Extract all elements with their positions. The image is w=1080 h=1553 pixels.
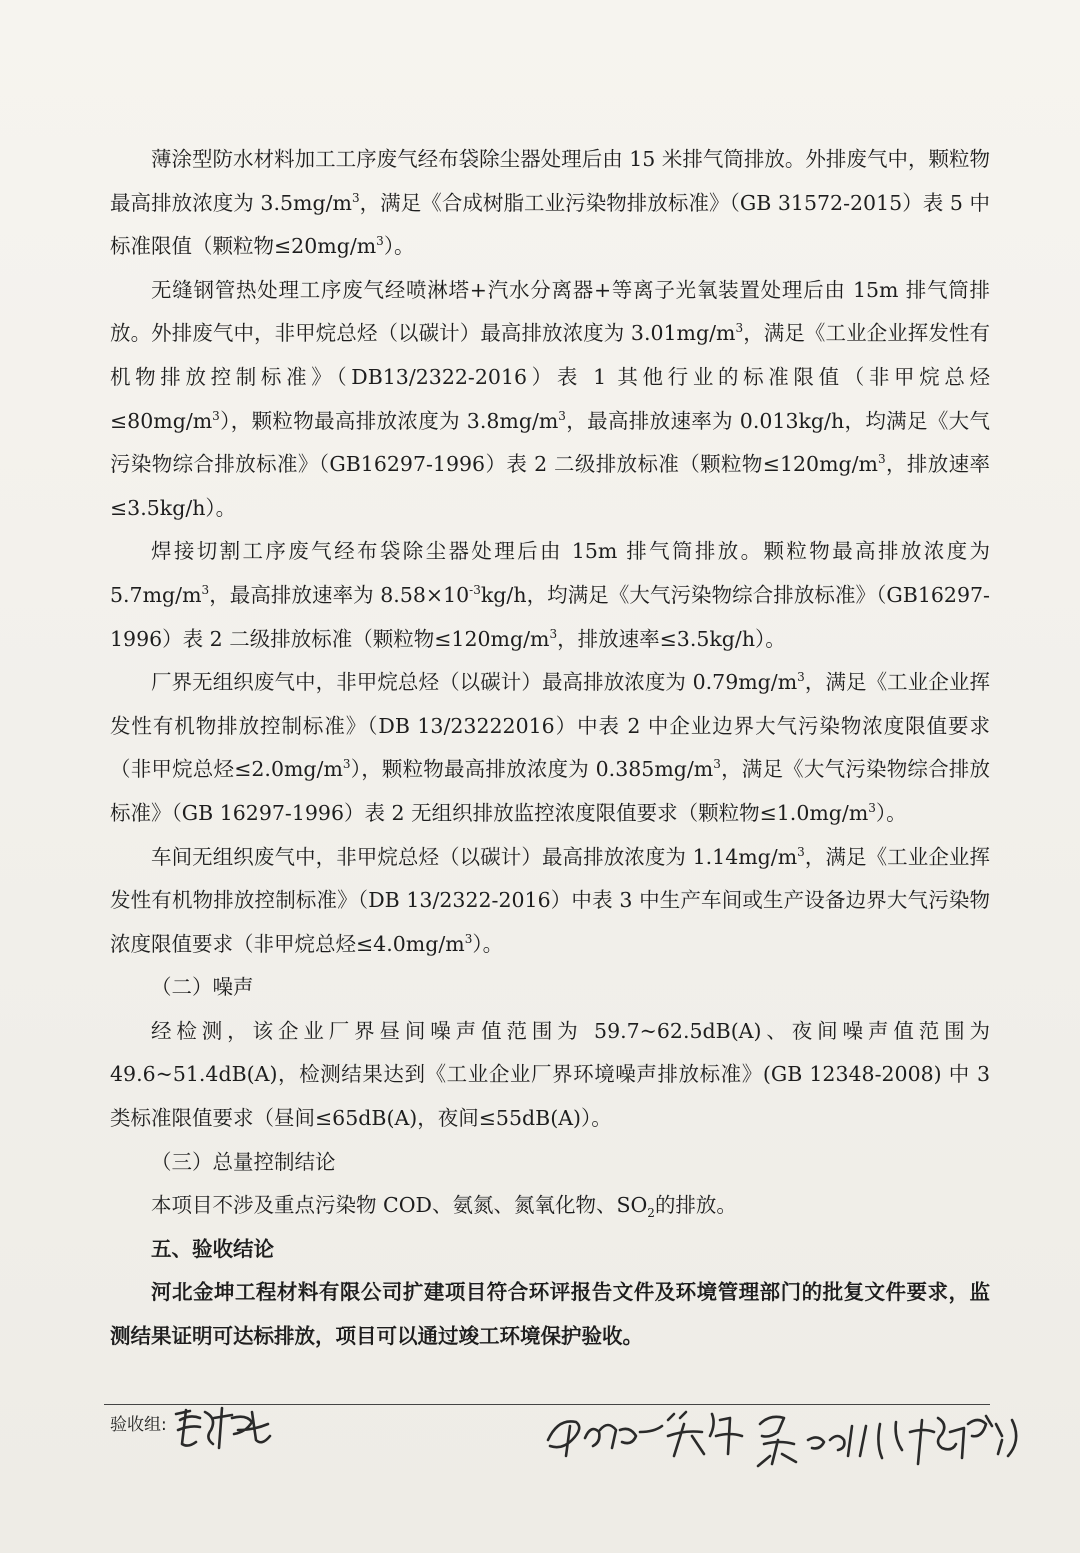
signature-3 <box>668 1412 742 1456</box>
heading-acceptance-conclusion: 五、验收结论 <box>151 1236 274 1261</box>
signature-divider <box>104 1404 990 1405</box>
paragraph-steel-pipe-heat-treatment: 无缝钢管热处理工序废气经喷淋塔+汽水分离器+等离子光氧装置处理后由 15m 排气筒排放。外排废气中，非甲烷总烃（以碳计）最高排放浓度为 $3.01mg/m^3$，满足《工业企业挥发性有机物排放控制标准》（DB13/2322-2016）表 1 其他行业的标准限值（非甲烷总烃$\le 80mg/m^3$），颗粒物最高排放浓度为 $3.8mg/m^3$，最高排放速率为 0.013kg/h，均满足《大气污染物综合排放标准》（GB16297-1996）表 2 二级排放标准（颗粒物$\le 120mg/m^3$，排放速率≤3.5kg/h）。 <box>110 277 991 520</box>
paragraph-acceptance-conclusion: 河北金坤工程材料有限公司扩建项目符合环评报告文件及环境管理部门的批复文件要求，监测结果证明可达标排放，项目可以通过竣工环境保护验收。 <box>110 1280 990 1349</box>
signature-5 <box>910 1416 1016 1464</box>
paragraph-total-control: 本项目不涉及重点污染物 COD、氨氮、氮氧化物、$SO_2$的排放。 <box>151 1193 737 1221</box>
paragraph-welding-cutting: 焊接切割工序废气经布袋除尘器处理后由 15m 排气筒排放。颗粒物最高排放浓度为 $5.7mg/m^3$，最高排放速率为 $8.58\times 10^{-3}kg/h$，均满足《大气污染物综合排放标准》（GB16297-1996）表 2 二级排放标准（颗粒物$\le 120mg/m^3$，排放速率≤3.5kg/h）。 <box>110 539 990 651</box>
heading-total-control: （三）总量控制结论 <box>151 1149 336 1174</box>
paragraph-noise-results: 经检测，该企业厂界昼间噪声值范围为 59.7~62.5dB(A)、夜间噪声值范围为 49.6~51.4dB(A)，检测结果达到《工业企业厂界环境噪声排放标准》(GB 12348-2008) 中 3 类标准限值要求（昼间≤65dB(A)，夜间≤55dB(A)）。 <box>110 1018 990 1131</box>
signature-4 <box>758 1417 902 1466</box>
paragraph-boundary-fugitive-gas: 厂界无组织废气中，非甲烷总烃（以碳计）最高排放浓度为 $0.79mg/m^3$，满足《工业企业挥发性有机物排放控制标准》（DB 13/23222016）中表 2 中企业边界大气污染物浓度限值要求（非甲烷总烃$\le 2.0mg/m^3$），颗粒物最高排放浓度为 $0.385mg/m^3$，满足《大气污染物综合排放标准》（GB 16297-1996）表 2 无组织排放监控浓度限值要求（颗粒物$\le 1.0mg/m^3$）。 <box>110 670 990 825</box>
paragraph-workshop-fugitive-gas: 车间无组织废气中，非甲烷总烃（以碳计）最高排放浓度为 $1.14mg/m^3$，满足《工业企业挥发性有机物排放控制标准》（DB 13/2322-2016）中表 3 中生产车间或生产设备边界大气污染物浓度限值要求（非甲烷总烃$\le 4.0mg/m^3$）。 <box>110 844 990 956</box>
signature-label: 验收组: <box>110 1415 167 1435</box>
document-body <box>110 138 990 1359</box>
paragraph-waterproof-material: 薄涂型防水材料加工工序废气经布袋除尘器处理后由 15 米排气筒排放。外排废气中，颗粒物最高排放浓度为 $3.5mg/m^3$，满足《合成树脂工业污染物排放标准》（GB 31572-2015）表 5 中标准限值（颗粒物$\le 20mg/m^3$）。 <box>110 147 990 259</box>
signature-1 <box>176 1408 270 1448</box>
signature-2 <box>548 1421 662 1456</box>
heading-noise: （二）噪声 <box>151 975 254 1000</box>
